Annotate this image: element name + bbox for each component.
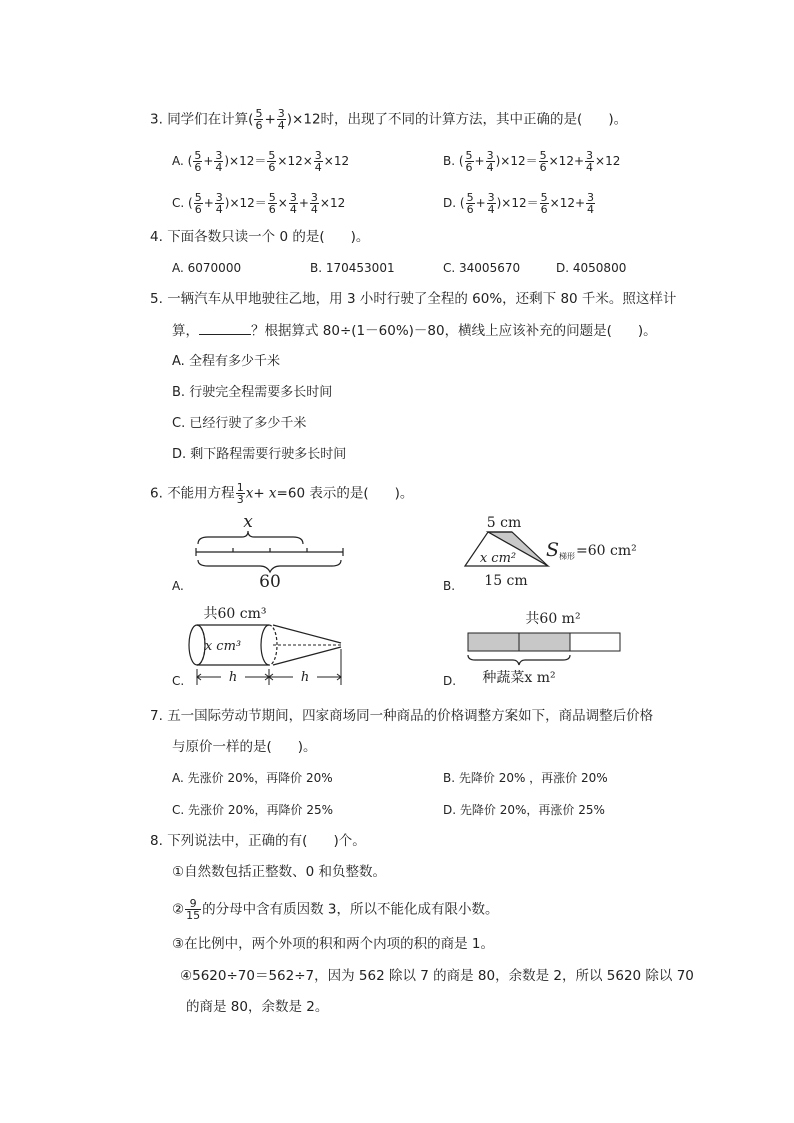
figure-c-volume-label: x cm³: [204, 639, 242, 654]
question-5-option-d[interactable]: D. 剩下路程需要行驶多长时间: [172, 447, 347, 462]
question-7-option-d[interactable]: D. 先降价 20%，再涨价 25%: [443, 803, 605, 817]
question-4-option-b[interactable]: B. 170453001: [310, 261, 395, 275]
question-8-statement-4-line2: 的商是 80，余数是 2。: [186, 999, 329, 1015]
question-3-option-d[interactable]: D. ( $\frac{5}{6}$ + $\frac{3}{4}$ )×12＝ $\frac{5}{6}$ ×12+ $\frac{3}{4}$: [443, 191, 595, 216]
figure-b-mid-label: x cm²: [479, 551, 517, 566]
figure-b-area-S: S: [546, 539, 560, 561]
question-7-option-a[interactable]: A. 先涨价 20%，再降价 20%: [172, 771, 333, 785]
question-7-option-c[interactable]: C. 先涨价 20%，再降价 25%: [172, 803, 334, 817]
question-3-stem: 3. 同学们在计算( $\frac{5}{6}$ + $\frac{3}{4}$ )×12时，出现了不同的计算方法，其中正确的是( )。: [150, 107, 628, 132]
figure-a-top-label: x: [243, 512, 253, 532]
figure-b-area-sub: 梯形: [559, 552, 575, 561]
question-number: 3.: [150, 111, 163, 128]
figure-b-bottom-label: 15 cm: [484, 573, 528, 589]
question-8-statement-2: ② $\frac{9}{15}$ 的分母中含有质因数 3，所以不能化成有限小数。: [172, 897, 499, 922]
figure-a-bottom-label: 60: [259, 572, 281, 592]
question-8-stem: 8. 下列说法中，正确的有( )个。: [150, 833, 366, 849]
figure-c-top-label: 共60 cm³: [203, 606, 267, 622]
figure-c-h2-label: h: [300, 670, 310, 685]
question-5-option-a[interactable]: A. 全程有多少千米: [172, 354, 280, 369]
question-4-stem: 4. 下面各数只读一个 0 的是( )。: [150, 229, 370, 245]
fraction: $\frac{5}{6}$: [255, 107, 263, 132]
q6-figure-a: [190, 510, 350, 590]
answer-blank[interactable]: [199, 320, 251, 335]
figure-c-h1-label: h: [228, 670, 238, 685]
question-6-stem: 6. 不能用方程 $\frac{1}{3}$ x+ x=60 表示的是( )。: [150, 481, 414, 506]
question-8-statement-1: ①自然数包括正整数、0 和负整数。: [172, 864, 386, 880]
question-7-stem-line2: 与原价一样的是( )。: [172, 739, 317, 755]
question-5-stem-line1: 5. 一辆汽车从甲地驶往乙地，用 3 小时行驶了全程的 60%，还剩下 80 千米。照这样计: [150, 291, 677, 307]
question-7-stem-line1: 7. 五一国际劳动节期间，四家商场同一种商品的价格调整方案如下，商品调整后价格: [150, 708, 654, 724]
question-4-option-c[interactable]: C. 34005670: [443, 261, 521, 275]
figure-d-bottom-label: 种蔬菜x m²: [482, 670, 556, 686]
question-4-option-a[interactable]: A. 6070000: [172, 261, 242, 275]
question-4-option-d[interactable]: D. 4050800: [556, 261, 627, 275]
q6-figure-d: [463, 603, 633, 688]
question-3-option-b[interactable]: B. ( $\frac{5}{6}$ + $\frac{3}{4}$ )×12＝ $\frac{5}{6}$ ×12+ $\frac{3}{4}$ ×12: [443, 149, 621, 174]
question-7-option-b[interactable]: B. 先降价 20% ，再涨价 20%: [443, 771, 608, 785]
question-8-statement-3: ③在比例中，两个外项的积和两个内项的积的商是 1。: [172, 936, 494, 952]
q6-option-a-label[interactable]: A.: [172, 579, 184, 593]
figure-b-top-label: 5 cm: [486, 515, 522, 531]
question-5-stem-line2: 算， ？根据算式 80÷(1－60%)－80，横线上应该补充的问题是( )。: [172, 320, 657, 341]
q6-option-c-label[interactable]: C.: [172, 674, 185, 688]
question-5-option-b[interactable]: B. 行驶完全程需要多长时间: [172, 385, 333, 400]
question-3-option-c[interactable]: C. ( $\frac{5}{6}$ + $\frac{3}{4}$ )×12＝ $\frac{5}{6}$ × $\frac{3}{4}$ + $\frac{3}{4}$ ×12: [172, 191, 346, 216]
q6-figure-c: [185, 603, 365, 688]
q6-figure-b: [460, 510, 670, 590]
figure-b-area-value: =60 cm²: [576, 543, 637, 559]
q6-option-b-label[interactable]: B.: [443, 579, 456, 593]
figure-d-top-label: 共60 m²: [525, 611, 581, 627]
q6-option-d-label[interactable]: D.: [443, 674, 457, 688]
question-3-option-a[interactable]: A. ( $\frac{5}{6}$ + $\frac{3}{4}$ )×12＝ $\frac{5}{6}$ ×12× $\frac{3}{4}$ ×12: [172, 149, 350, 174]
fraction: $\frac{3}{4}$: [277, 107, 285, 132]
question-8-statement-4-line1: ④5620÷70＝562÷7，因为 562 除以 7 的商是 80，余数是 2，所以 5620 除以 70: [180, 968, 694, 984]
question-5-option-c[interactable]: C. 已经行驶了多少千米: [172, 416, 307, 431]
